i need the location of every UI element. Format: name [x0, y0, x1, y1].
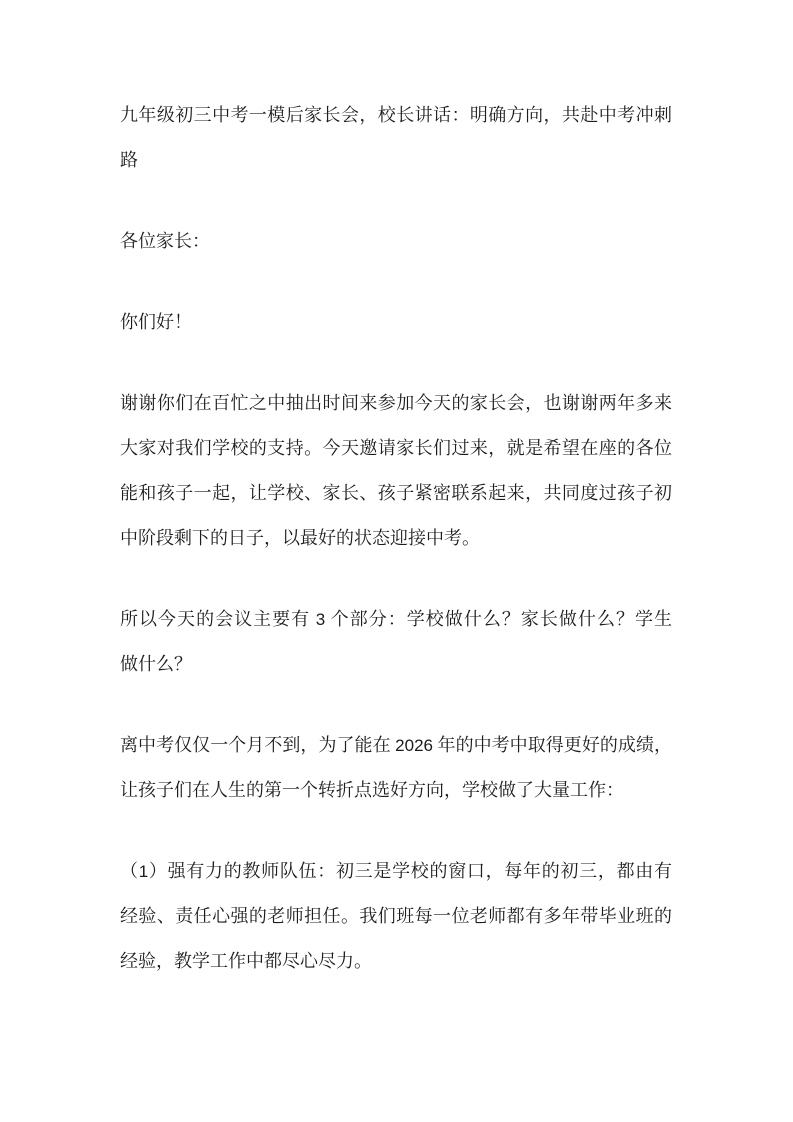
text-line: 大家对我们学校的支持。今天邀请家长们过来，就是希望在座的各位 — [120, 438, 672, 458]
text-line: 你们好！ — [120, 312, 192, 332]
paragraph-body-point-1 — [120, 849, 672, 984]
latin-number: 2026 — [395, 736, 433, 755]
paragraph-body-thanks — [120, 381, 672, 561]
paragraph-body-agenda — [120, 597, 672, 687]
text-line: 谢谢你们在百忙之中抽出时间来参加今天的家长会，也谢谢两年多来 — [120, 393, 672, 413]
text-line: 路 — [120, 150, 138, 170]
paragraph-greeting — [120, 300, 672, 345]
text-line: 各位家长： — [120, 231, 210, 251]
latin-number: 3 — [315, 610, 326, 629]
paragraph-title — [120, 93, 672, 183]
latin-number: 1 — [138, 862, 149, 881]
text-line: 九年级初三中考一模后家长会，校长讲话：明确方向，共赴中考冲刺 — [120, 105, 672, 125]
text-line: 经验、责任心强的老师担任。我们班每一位老师都有多年带毕业班的 — [120, 906, 672, 926]
paragraph-salutation — [120, 219, 672, 264]
paragraph-body-countdown — [120, 723, 672, 813]
document-body — [120, 93, 672, 984]
text-line: 经验，教学工作中都尽心尽力。 — [120, 951, 372, 971]
text-line: 做什么？ — [120, 654, 192, 674]
text-line: 中阶段剩下的日子，以最好的状态迎接中考。 — [120, 528, 480, 548]
text-line: 让孩子们在人生的第一个转折点选好方向，学校做了大量工作： — [120, 780, 624, 800]
text-line: （1）强有力的教师队伍：初三是学校的窗口，每年的初三，都由有 — [120, 861, 673, 881]
text-line: 离中考仅仅一个月不到，为了能在 2026 年的中考中取得更好的成绩， — [120, 735, 673, 755]
text-line: 所以今天的会议主要有 3 个部分：学校做什么？家长做什么？学生 — [120, 609, 672, 629]
text-line: 能和孩子一起，让学校、家长、孩子紧密联系起来，共同度过孩子初 — [120, 483, 672, 503]
